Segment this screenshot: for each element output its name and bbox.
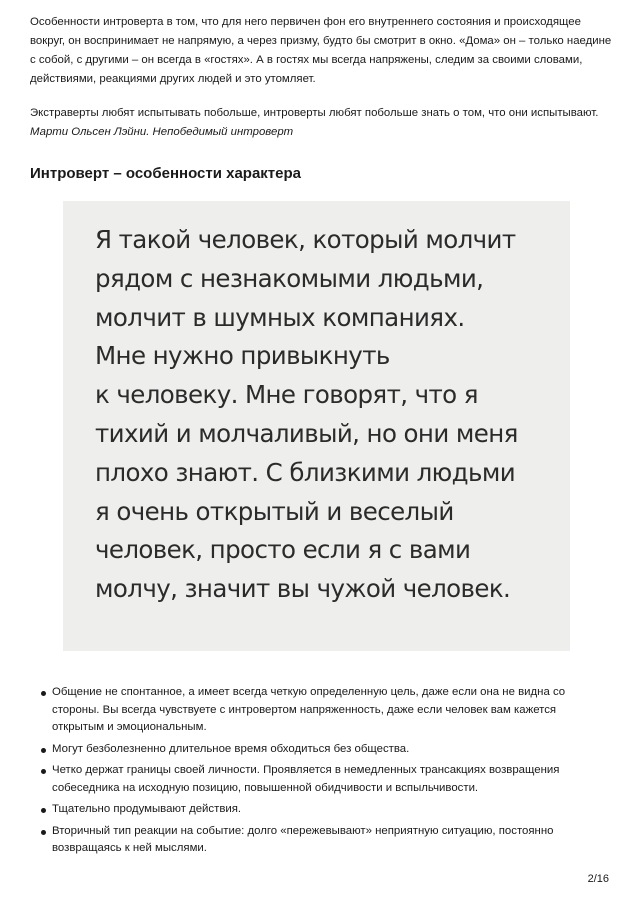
intro-paragraph: Особенности интроверта в том, что для него первичен фон его внутреннего состояния и происходящее вокруг, он воспринимает не напрямую, а через призму, будто бы смотрит в окно. «Дома» он – только наедине с собой, с другими – он всегда в «гостях». А в гостях мы всегда напряжены, следим за своими словами, действиями, реакциями других людей и это утомляет. (30, 16, 612, 85)
list-item: Четко держат границы своей личности. Проявляется в немедленных трансакциях возвращения собеседника на исходную позицию, повышенной обидчивости и вспыльчивости. (30, 762, 610, 797)
list-item: Могут безболезненно длительное время обходиться без общества. (30, 741, 610, 759)
quote-line: Мне нужно привыкнуть (95, 341, 390, 371)
quote-image (63, 201, 570, 651)
quote-line: рядом с незнакомыми людьми, (95, 263, 484, 293)
section-title: Интроверт – особенности характера (30, 165, 301, 182)
quote-line: тихий и молчаливый, но они меня (95, 418, 518, 448)
quote-line: молчу, значит вы чужой человек. (95, 574, 511, 604)
list-item: Тщательно продумывают действия. (30, 801, 610, 819)
quote-line: я очень открытый и веселый (95, 496, 454, 526)
quote-paragraph (30, 104, 612, 142)
quote-line: молчит в шумных компаниях. (95, 302, 465, 332)
quote-image-text (95, 221, 565, 609)
quote-author: Марти Ольсен Лэйни. Непобедимый интроверт (30, 126, 294, 138)
quote-paragraph-text: Экстраверты любят испытывать побольше, интроверты любят побольше знать о том, что они испытывают. (30, 107, 599, 119)
quote-line: к человеку. Мне говорят, что я (95, 380, 478, 410)
quote-line: плохо знают. С близкими людьми (95, 457, 516, 487)
features-list (30, 684, 610, 862)
quote-line: Я такой человек, который молчит (95, 225, 516, 254)
list-item: Вторичный тип реакции на событие: долго «пережевывают» неприятную ситуацию, постоянно возвращаясь к ней мыслями. (30, 823, 610, 858)
quote-line: человек, просто если я с вами (95, 535, 471, 565)
page-number: 2/16 (587, 873, 609, 885)
list-item: Общение не спонтанное, а имеет всегда четкую определенную цель, даже если она не видна со стороны. Вы всегда чувствуете с интровертом напряженность, даже если человек вам кажется открытым и эмоциональным. (30, 684, 610, 737)
